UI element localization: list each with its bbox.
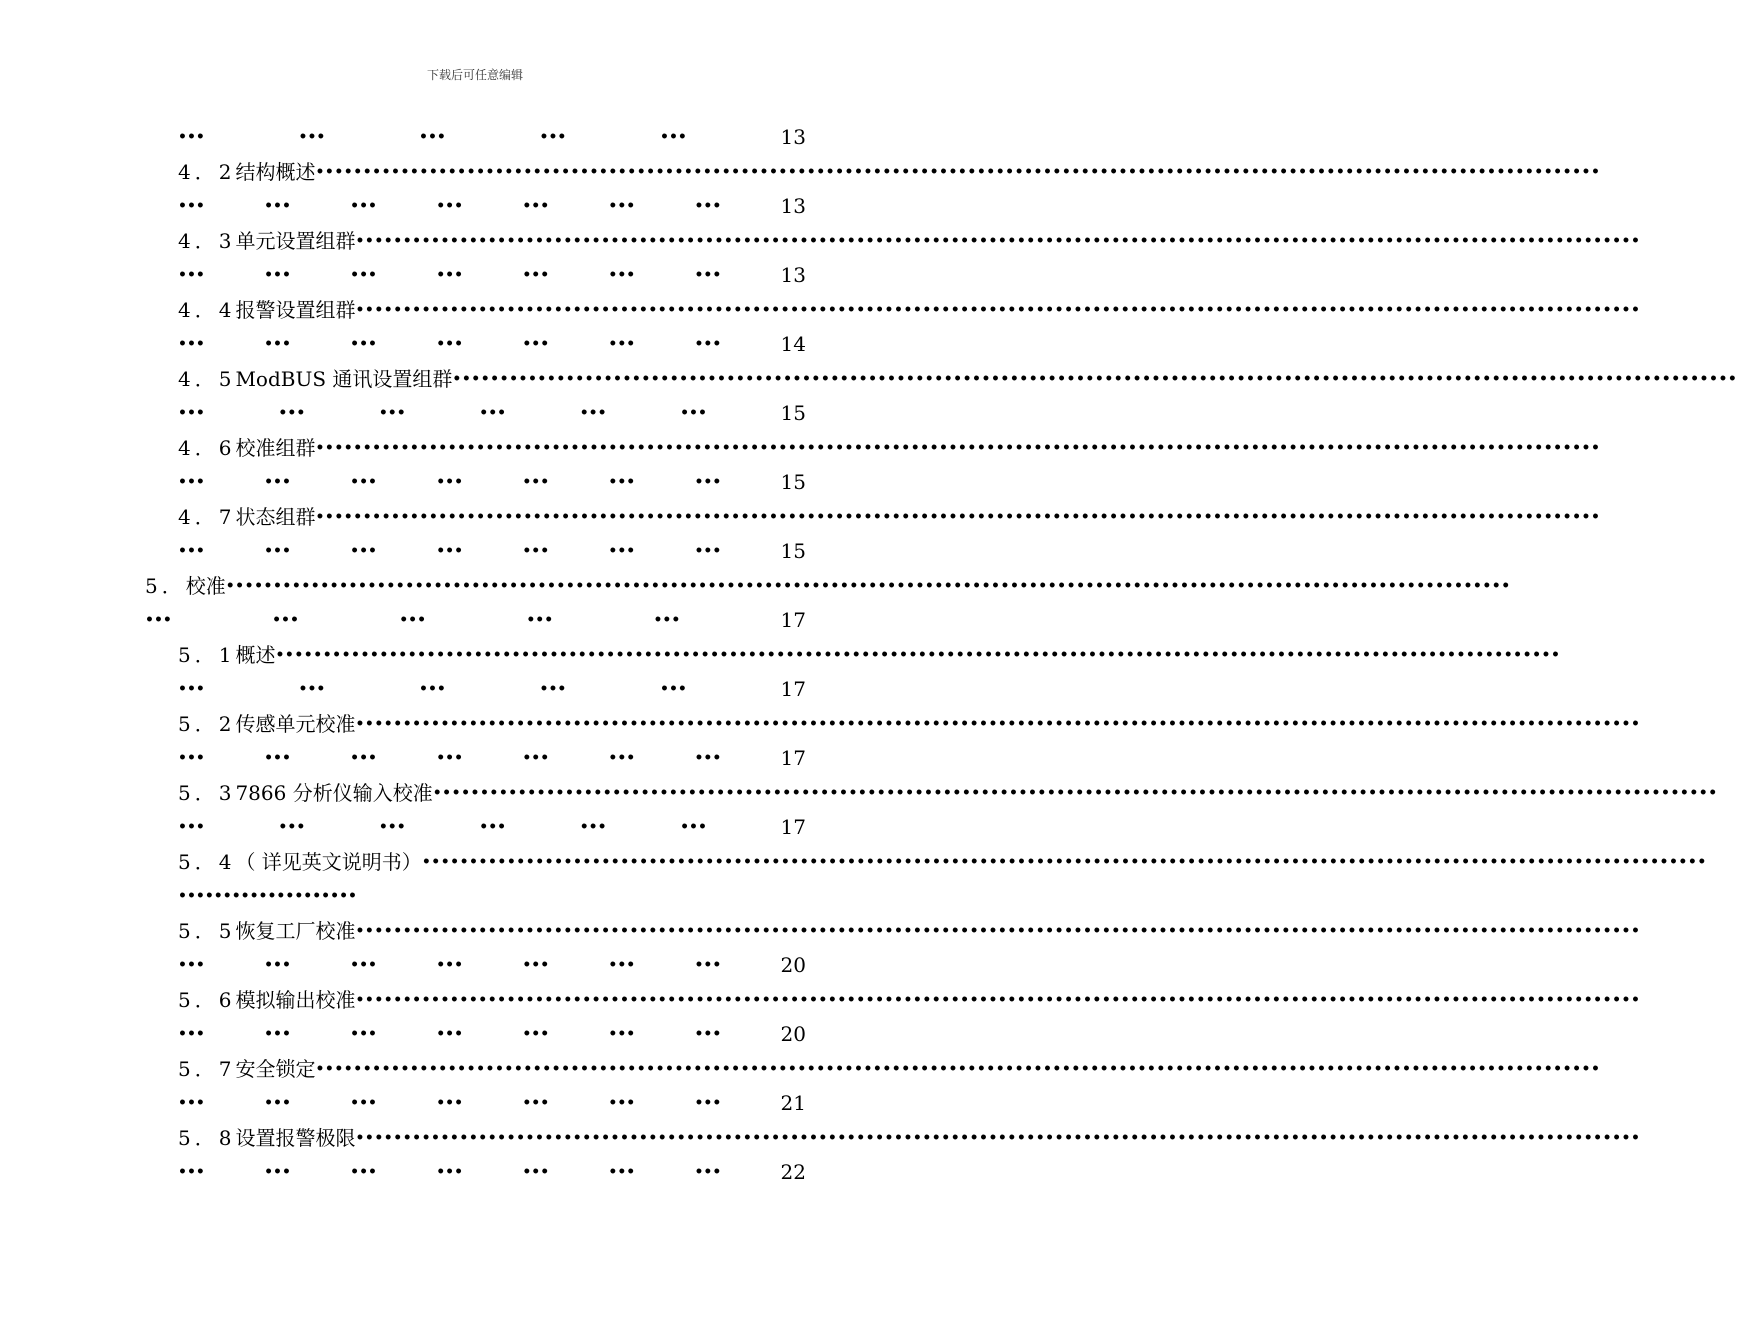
toc-continuation-line: ••• ••• ••• ••• ••• 13 — [178, 120, 806, 154]
toc-number: 4．6 — [178, 436, 236, 460]
toc-number: 4．7 — [178, 505, 236, 529]
toc-continuation-line: ••• ••• ••• ••• ••• ••• 17 — [178, 810, 806, 844]
toc-number: 5．3 — [178, 781, 236, 805]
toc-continuation-line: ••• ••• ••• ••• ••• ••• ••• 20 — [178, 1017, 806, 1051]
toc-number: 5．1 — [178, 643, 236, 667]
toc-title: ModBUS 通讯设置组群 — [235, 367, 453, 391]
toc-number: 5． — [145, 574, 186, 598]
toc-continuation-line: ••• ••• ••• ••• ••• ••• ••• 13 — [178, 189, 806, 223]
toc-continuation-line: ••• ••• ••• ••• ••• ••• ••• 15 — [178, 534, 806, 568]
toc-entry[interactable] — [178, 845, 806, 879]
toc-page-number: 15 — [780, 470, 806, 494]
toc-number: 4．5 — [178, 367, 236, 391]
toc-chapter-entry[interactable] — [145, 569, 806, 603]
dot-leader — [355, 914, 1640, 948]
toc-title: 校准组群 — [235, 436, 316, 460]
page-header: 下载后可任意编辑 — [426, 68, 523, 82]
toc-entry[interactable] — [178, 155, 806, 189]
toc-title: 安全锁定 — [235, 1057, 316, 1081]
toc-entry[interactable] — [178, 983, 806, 1017]
toc-title: 传感单元校准 — [235, 712, 356, 736]
dot-leader — [452, 362, 1737, 396]
toc-number: 4．2 — [178, 160, 236, 184]
toc-entry[interactable] — [178, 224, 806, 258]
toc-continuation-line: ••• ••• ••• ••• ••• 17 — [145, 603, 806, 637]
toc-title: 校准 — [185, 574, 226, 598]
toc-continuation-line: ••• ••• ••• ••• ••• ••• ••• 17 — [178, 741, 806, 775]
dot-leader — [275, 638, 1560, 672]
dot-leader — [315, 155, 1600, 189]
toc-number: 5．6 — [178, 988, 236, 1012]
toc-page-number: 17 — [780, 608, 806, 632]
toc-continuation-line: ••• ••• ••• ••• ••• ••• ••• 21 — [178, 1086, 806, 1120]
toc-entry[interactable] — [178, 1121, 806, 1155]
toc-entry[interactable] — [178, 362, 806, 396]
dot-leader — [355, 707, 1640, 741]
toc-page-number: 14 — [780, 332, 806, 356]
toc-page-number: 13 — [780, 125, 806, 149]
toc-entry[interactable] — [178, 914, 806, 948]
toc-number: 5．5 — [178, 919, 236, 943]
toc-continuation-line: ••• ••• ••• ••• ••• ••• 15 — [178, 396, 806, 430]
toc-title: 单元设置组群 — [235, 229, 356, 253]
toc-page-number: 20 — [780, 953, 806, 977]
toc-title: 模拟输出校准 — [235, 988, 356, 1012]
toc-title: 状态组群 — [235, 505, 316, 529]
toc-continuation-line: ••• ••• ••• ••• ••• 17 — [178, 672, 806, 706]
toc-entry[interactable] — [178, 500, 806, 534]
toc-number: 5．8 — [178, 1126, 236, 1150]
toc-title: 报警设置组群 — [235, 298, 356, 322]
toc-entry[interactable] — [178, 431, 806, 465]
toc-entry[interactable] — [178, 293, 806, 327]
dot-leader — [355, 224, 1640, 258]
toc-number: 5．7 — [178, 1057, 236, 1081]
dot-leader — [315, 500, 1600, 534]
toc-title: 设置报警极限 — [235, 1126, 356, 1150]
dot-leader — [433, 776, 1718, 810]
toc-continuation-line: ••• ••• ••• ••• ••• ••• ••• 13 — [178, 258, 806, 292]
toc-entry[interactable] — [178, 707, 806, 741]
toc-page-number: 22 — [780, 1160, 806, 1184]
toc-entry[interactable] — [178, 1052, 806, 1086]
toc-number: 5．4 — [178, 850, 236, 874]
toc-entry[interactable] — [178, 638, 806, 672]
dot-leader — [355, 1121, 1640, 1155]
toc-page-number: 21 — [780, 1091, 806, 1115]
toc-number: 4．3 — [178, 229, 236, 253]
dot-leader — [226, 569, 1511, 603]
toc-continuation-line: ••• ••• ••• ••• ••• ••• ••• 14 — [178, 327, 806, 361]
toc-continuation-line: ••• ••• ••• ••• ••• ••• ••• 15 — [178, 465, 806, 499]
toc-number: 4．4 — [178, 298, 236, 322]
dot-leader — [422, 845, 1707, 879]
toc-page-number: 17 — [780, 746, 806, 770]
toc-title: 恢复工厂校准 — [235, 919, 356, 943]
toc-continuation-line: ••• ••• ••• ••• ••• ••• ••• 22 — [178, 1155, 806, 1189]
toc-page-number: 15 — [780, 539, 806, 563]
toc-title: 结构概述 — [235, 160, 316, 184]
dot-leader — [355, 293, 1640, 327]
dot-leader — [315, 431, 1600, 465]
toc-title: 7866 分析仪输入校准 — [235, 781, 433, 805]
toc-title: 概述 — [235, 643, 276, 667]
dot-leader — [315, 1052, 1600, 1086]
toc-entry[interactable] — [178, 776, 806, 810]
toc-page-number: 17 — [780, 677, 806, 701]
toc-page-number: 13 — [780, 194, 806, 218]
toc-page-number: 20 — [780, 1022, 806, 1046]
toc-page-number: 15 — [780, 401, 806, 425]
toc-page-number: 13 — [780, 263, 806, 287]
toc-continuation-line: •••••••••••••••••••• — [178, 888, 357, 904]
toc-title: （ 详见英文说明书） — [235, 850, 422, 874]
toc-number: 5．2 — [178, 712, 236, 736]
toc-page-number: 17 — [780, 815, 806, 839]
toc-continuation-line: ••• ••• ••• ••• ••• ••• ••• 20 — [178, 948, 806, 982]
dot-leader — [355, 983, 1640, 1017]
